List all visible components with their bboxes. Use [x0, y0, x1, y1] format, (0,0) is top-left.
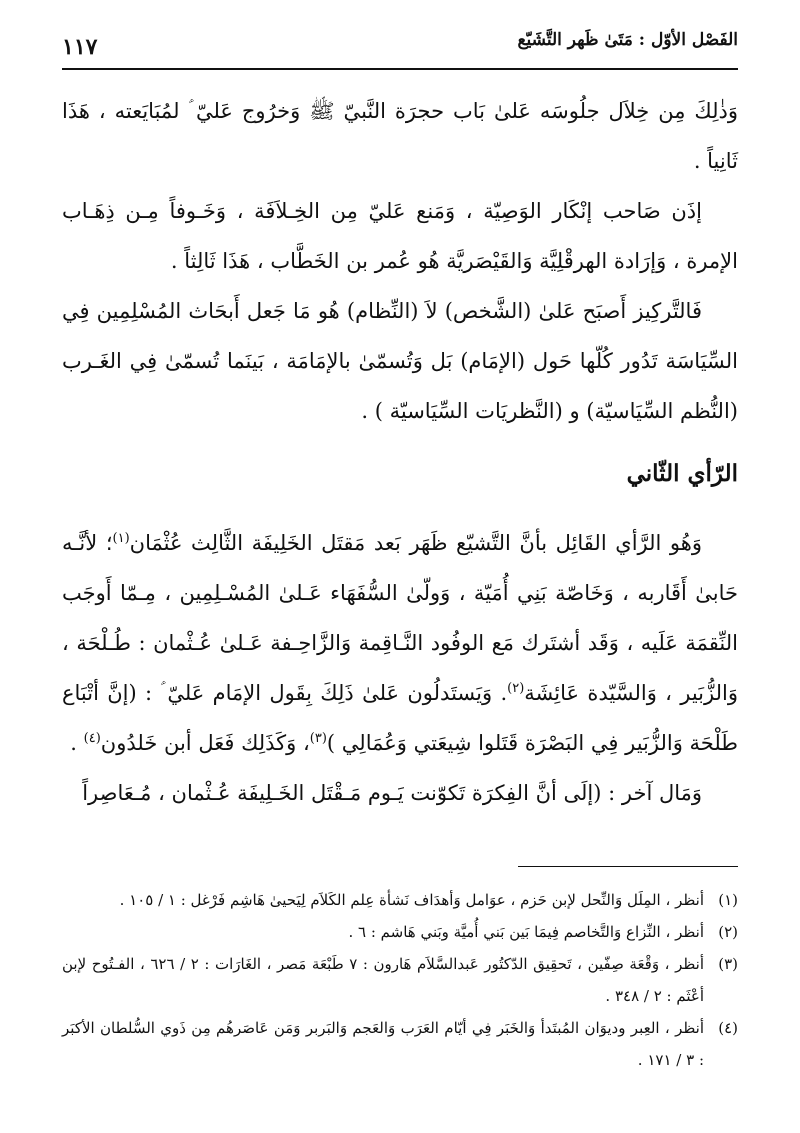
footnote-text: أنظر ، المِلَل وَالنِّحل لإبن حَزم ، عوَامل وَأهدَاف نَشأة عِلم الكَلاَم لِيَحيىٰ هَاشِم فَرْغل : ١ / ١٠٥ . [119, 891, 704, 909]
footnote-text: أنظر ، النِّزاع وَالتَّخاصم فِيمَا بَين بَني أُميَّة وبَني هَاشم : ٦ . [348, 923, 704, 941]
footnote-ref[interactable]: (١) [112, 531, 130, 546]
footnotes [62, 884, 738, 1076]
paragraph [62, 518, 738, 768]
footnote-number: (٤) [718, 1019, 738, 1037]
paragraph-text: وَمَال آخر : (إلَى أنَّ الفِكرَة تَكوّنت يَـوم مَـقْتَل الخَـلِيفَة عُـثْمان ، مُـعَاصِراً [82, 781, 702, 805]
body-text-section [62, 518, 738, 818]
footnote [62, 1012, 738, 1076]
footnote-number: (٣) [718, 955, 738, 973]
paragraph-text: . [70, 731, 84, 755]
paragraph-text: . وَيَستَدلُون عَلىٰ ذَلِكَ بِقَول الإمَام عَليّ ؑ : (إنَّ أتْبَاع طَلْحَة وَالزُّبَير فِي البَصْرَة قَتَلوا شِيعَتي وَعُمَالِي ) [62, 681, 738, 755]
paragraph-text: وَهُو الرَّأي القَائِل بأنَّ التَّشيّع ظَهَر بَعد مَقتَل الخَلِيفَة الثَّالِث عُثْمَان [129, 531, 702, 555]
paragraph: إذَن صَاحب إنْكَار الوَصِيّة ، وَمَنع عَليّ مِن الخِـلاَفَة ، وَخَـوفاً مِـن ذِهَـاب الإمرة ، وَإرَادة الهرقْلِيَّة وَالقَيْصَريَّة هُو عُمر بن الخَطَّاب ، هَذَا ثَالِثاً . [62, 199, 738, 273]
footnote-ref[interactable]: (٢) [507, 681, 525, 696]
footnote [62, 948, 738, 1012]
footnote [62, 916, 738, 948]
chapter-title: الفَصْل الأوّل : مَتَىٰ ظَهر التَّشَيّع [517, 30, 738, 50]
page-number: ١١٧ [62, 34, 98, 60]
paragraph [62, 768, 738, 818]
section-heading: الرّأي الثّاني [626, 460, 738, 487]
paragraph-text: ؛ لأنَّـه حَابىٰ أَقَاربه ، وَخَاصّة بَنِي أُمَيّة ، وَولّىٰ السُّفَهَاء عَـلىٰ المُسْـلِمِين ، مِـمّا أَوجَب النِّقمَة عَلَيه ، وَقَد أشتَرك مَع الوفُود النَّـاقِمة وَالزَّاحِـفة عَـلىٰ عُـثْمان : طُـلْحَة ، وَالزُّبَير ، وَالسَّيّدة عَائِشَة [62, 531, 738, 705]
footnote-number: (١) [718, 891, 738, 909]
footnote-ref[interactable]: (٣) [309, 731, 327, 746]
page-header [62, 30, 738, 70]
body-text-top [62, 86, 738, 436]
footnote-rule [518, 866, 738, 867]
paragraph: وَذٰلِكَ مِن خِلاَل جلُوسَه عَلىٰ بَاب حجرَة النَّبيّ ﷺ وَخرُوج عَليّ ؑ لمُبَايَعته ، هَذَا ثَانِياً . [62, 99, 738, 173]
footnote-text: أنظر ، وَقْعَة صِفّين ، تَحقِيق الدّكتُور عَبدالسَّلاَم هَارون : ٧ طَبْعَة مَصر ، الغَارَات : ٢ / ٦٢٦ ، الفـتُوح لإبن أعْثَم : ٢ / ٣٤٨ . [62, 955, 704, 1005]
footnote [62, 884, 738, 916]
paragraph-text: ، وَكَذَلِك فَعَل أبن خَلدُون [100, 731, 310, 755]
paragraph: فَالتَّركِيز أَصبَح عَلىٰ (الشَّخص) لاَ (النِّظام) هُو مَا جَعل أَبحَاث المُسْلِمِين فِي السِّيَاسَة تَدُور كُلّها حَول (الإمَام) بَل وَتُسمّىٰ بالإمَامَة ، بَينَما تُسمّىٰ فِي الغَـرب (النُّظم السِّيَاسيّة) و (النَّظريَات السِّيَاسيّة ) . [62, 299, 738, 423]
footnote-text: أنظر ، العِبر وديوَان المُبتَدأ وَالخَبَر فِي أيّام العَرَب وَالعَجم وَالبَربر وَمَن عَاصَرهُم مِن ذَوي السُّلطان الأكبَر : ٣ / ١٧١ . [62, 1019, 704, 1069]
header-rule [62, 68, 738, 70]
footnote-ref[interactable]: (٤) [83, 731, 101, 746]
footnote-number: (٢) [718, 923, 738, 941]
